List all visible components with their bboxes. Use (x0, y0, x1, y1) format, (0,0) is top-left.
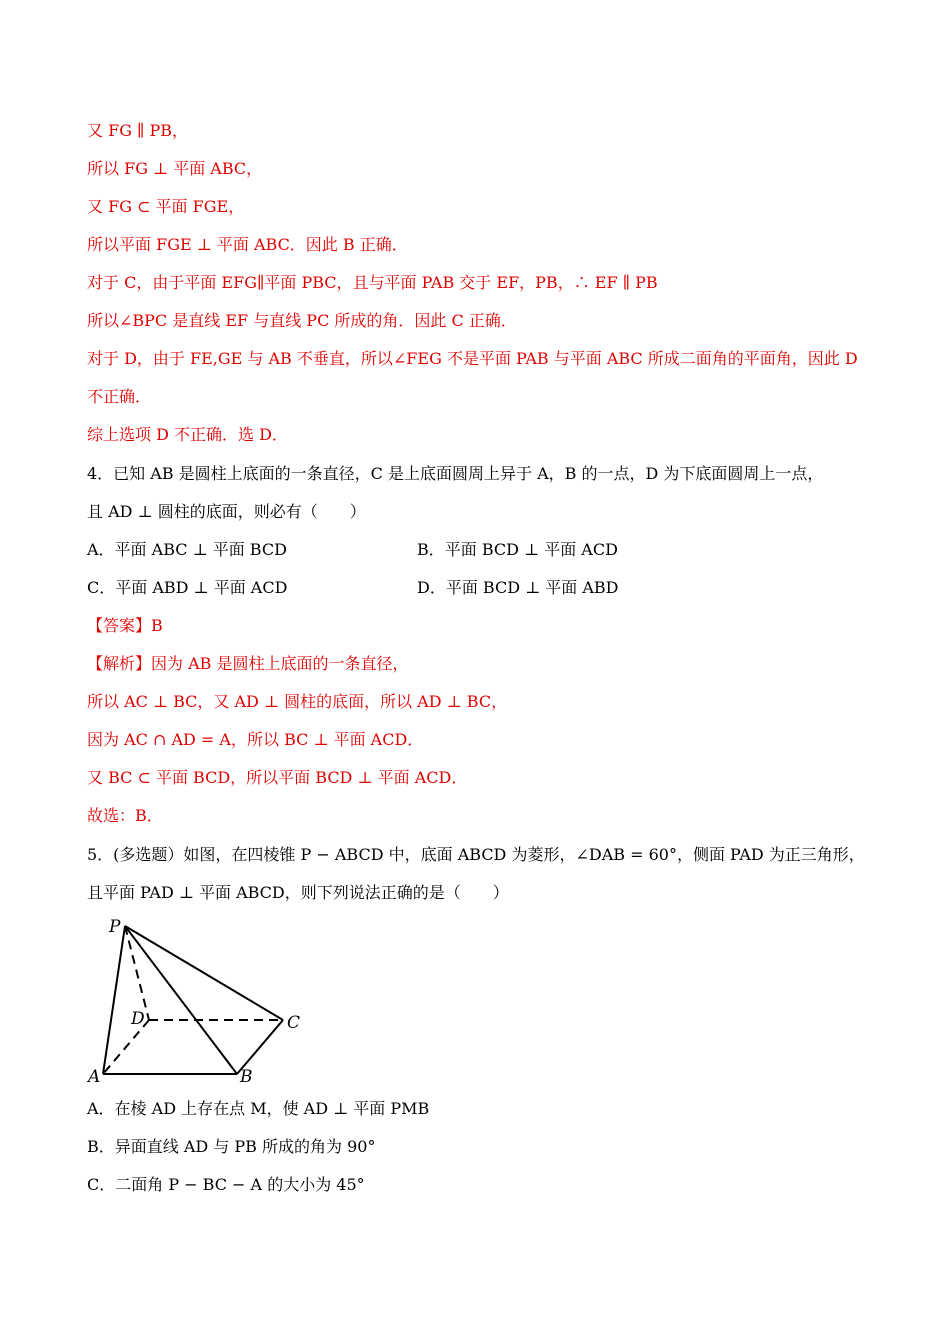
q4-analysis-line: 又 BC ⊂ 平面 BCD，所以平面 BCD ⊥ 平面 ACD． (87, 768, 468, 787)
q4-answer: 【答案】B (87, 616, 163, 635)
solution-line: 又 FG ⊂ 平面 FGE， (87, 197, 245, 216)
label-a: A (88, 1067, 101, 1087)
q4-analysis-line: 因为 AC ∩ AD = A，所以 BC ⊥ 平面 ACD． (87, 730, 424, 749)
solution-line: 所以∠BPC 是直线 EF 与直线 PC 所成的角．因此 C 正确． (87, 311, 517, 330)
q4-option-c: C．平面 ABD ⊥ 平面 ACD (87, 578, 288, 597)
solution-line: 综上选项 D 不正确．选 D． (87, 425, 288, 444)
edge-pa (103, 926, 125, 1074)
q5-option-b: B．异面直线 AD 与 PB 所成的角为 90° (87, 1137, 376, 1156)
q5-stem: 且平面 PAD ⊥ 平面 ABCD，则下列说法正确的是（ ） (87, 883, 509, 902)
label-p: P (109, 917, 121, 937)
solution-line: 不正确． (87, 387, 152, 406)
q4-stem: 且 AD ⊥ 圆柱的底面，则必有（ ） (87, 502, 366, 521)
analysis-text: 因为 AB 是圆柱上底面的一条直径， (151, 654, 409, 673)
q5-option-c: C．二面角 P − BC − A 的大小为 45° (87, 1175, 365, 1194)
q4-analysis (87, 653, 409, 675)
edge-bc (237, 1020, 283, 1074)
q4-stem: 4．已知 AB 是圆柱上底面的一条直径，C 是上底面圆周上异于 A，B 的一点，D 为下底面圆周上一点， (87, 464, 824, 483)
q4-analysis-line: 故选：B． (87, 806, 163, 825)
q5-stem: 5．(多选题）如图，在四棱锥 P − ABCD 中，底面 ABCD 为菱形，∠DAB = 60°，侧面 PAD 为正三角形， (87, 845, 865, 864)
edge-pc (125, 926, 283, 1020)
solution-line: 所以 FG ⊥ 平面 ABC， (87, 159, 263, 178)
label-d: D (131, 1009, 145, 1029)
analysis-label: 【解析】 (87, 654, 152, 673)
q5-option-a: A．在棱 AD 上存在点 M，使 AD ⊥ 平面 PMB (87, 1099, 430, 1118)
solution-line: 对于 C，由于平面 EFG∥平面 PBC，且与平面 PAB 交于 EF，PB，∴ EF ∥ PB (87, 273, 658, 292)
solution-line: 又 FG ∥ PB， (87, 121, 189, 140)
q4-option-b: B．平面 BCD ⊥ 平面 ACD (417, 540, 618, 559)
label-c: C (287, 1013, 301, 1033)
edge-pb (125, 926, 237, 1074)
q4-analysis-line: 所以 AC ⊥ BC，又 AD ⊥ 圆柱的底面，所以 AD ⊥ BC， (87, 692, 508, 711)
solution-line: 对于 D，由于 FE,GE 与 AB 不垂直，所以∠FEG 不是平面 PAB 与平面 ABC 所成二面角的平面角，因此 D (87, 349, 858, 368)
label-b: B (240, 1067, 253, 1087)
edge-pd (125, 926, 149, 1020)
q4-option-d: D．平面 BCD ⊥ 平面 ABD (417, 578, 619, 597)
pyramid-figure (87, 914, 317, 1088)
solution-line: 所以平面 FGE ⊥ 平面 ABC．因此 B 正确． (87, 235, 408, 254)
q4-option-a: A．平面 ABC ⊥ 平面 BCD (87, 540, 287, 559)
